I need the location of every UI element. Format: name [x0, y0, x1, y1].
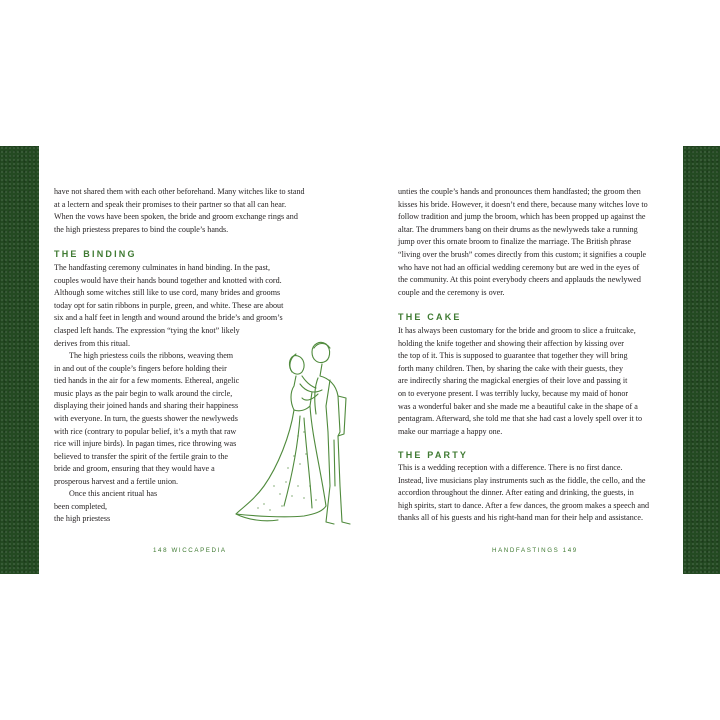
text-line: altar. The drummers bang on their drums as the newlyweds take a running	[398, 224, 638, 234]
book-spread	[0, 146, 720, 574]
party-heading: THE PARTY	[398, 450, 469, 460]
text-line: with rice (contrary to popular belief, it’s a myth that raw	[54, 426, 237, 436]
text-line: the high priestess prepares to bind the couple’s hands.	[54, 224, 229, 234]
text-line: bride and groom, ensuring that they would have a	[54, 464, 215, 474]
text-line: believed to transfer the spirit of the fertile grain to the	[54, 451, 228, 461]
right-page	[361, 146, 683, 574]
text-line: thanks all of his guests and his right-hand man for their help and assistance.	[398, 513, 644, 523]
intro-paragraph	[54, 186, 305, 236]
text-line: six and a half feet in length and wound around the bride’s and groom’s	[54, 313, 283, 323]
text-line: kisses his bride. However, it doesn’t end there, because many witches love to	[398, 199, 648, 209]
text-line: at a lectern and speak their promises to their partner so that all can hear.	[54, 199, 287, 209]
right-page-folio: HANDFASTINGS 149	[492, 547, 578, 554]
text-line: displaying their joined hands and sharing their happiness	[54, 401, 239, 411]
text-line: jump over this ornate broom to finalize the marriage. The British phrase	[398, 237, 632, 247]
text-line: the community. At this point everybody cheers and applauds the newlywed	[398, 275, 641, 285]
text-line: It has always been customary for the bride and groom to slice a fruitcake,	[398, 326, 636, 335]
text-line: The handfasting ceremony culminates in hand binding. In the past,	[54, 263, 271, 272]
completion-paragraph	[54, 488, 157, 526]
text-line: The high priestess coils the ribbons, weaving them	[69, 351, 234, 360]
right-page-edge	[683, 146, 720, 574]
text-line: “living over the brush” comes directly from this custom; it signifies a couple	[398, 249, 647, 259]
text-line: in and out of the couple’s fingers before holding their	[54, 363, 227, 373]
text-line: Once this ancient ritual has	[69, 489, 158, 498]
text-line: pentagram. Afterward, she told me that she had cast a lovely spell over it to	[398, 414, 643, 424]
text-line: accordion throughout the dinner. After eating and drinking, the guests, in	[398, 488, 634, 498]
text-line: couple and the ceremony is over.	[398, 287, 505, 297]
text-line: This is a wedding reception with a difference. There is no first dance.	[398, 463, 623, 472]
left-page	[39, 146, 361, 574]
text-line: forth many children. Then, by sharing the cake with their guests, they	[398, 363, 624, 373]
party-paragraph	[398, 462, 649, 525]
text-line: unties the couple’s hands and pronounces them handfasted; the groom then	[398, 187, 641, 196]
cake-paragraph	[398, 325, 642, 438]
text-line: the top of it. This is supposed to guarantee that together they will bring	[398, 351, 628, 361]
text-line: high spirits, start to dance. After a few dances, the groom makes a speech and	[398, 500, 650, 510]
text-line: Although some witches still like to use cord, many brides and grooms	[54, 288, 281, 298]
left-page-edge	[0, 146, 39, 574]
left-page-folio: 148 WICCAPEDIA	[153, 547, 227, 554]
text-line: Instead, live musicians play instruments such as the fiddle, the cello, and the	[398, 475, 646, 485]
text-line: derives from this ritual.	[54, 338, 130, 348]
text-line: with everyone. In turn, the guests shower the newlyweds	[54, 413, 238, 423]
cake-heading: THE CAKE	[398, 312, 462, 322]
text-line: music plays as the pair begin to walk around the circle,	[54, 388, 233, 398]
ribbons-paragraph	[54, 350, 239, 489]
text-line: holding the knife together and showing their affection by kissing over	[398, 338, 624, 348]
text-line: prosperous harvest and a fertile union.	[54, 476, 179, 486]
text-line: couples would have their hands bound together and knotted with cord.	[54, 275, 282, 285]
text-line: clasped left hands. The expression “tying the knot” likely	[54, 325, 240, 335]
broom-paragraph	[398, 186, 648, 299]
text-line: tied hands in the air for a few moments. Ethereal, angelic	[54, 376, 240, 386]
text-line: are indirectly sharing the magickal energies of their love and passing it	[398, 376, 628, 386]
text-line: today opt for satin ribbons in purple, green, and white. These are about	[54, 300, 284, 310]
text-line: When the vows have been spoken, the bride and groom exchange rings and	[54, 212, 298, 222]
text-line: follow tradition and jump the broom, which has been propped up against the	[398, 212, 646, 222]
text-line: rice will injure birds). In pagan times, rice throwing was	[54, 439, 237, 449]
text-line: been completed,	[54, 501, 108, 511]
text-line: have not shared them with each other beforehand. Many witches like to stand	[54, 187, 305, 196]
text-line: make our marriage a happy one.	[398, 426, 503, 436]
text-line: the high priestess	[54, 514, 111, 524]
text-line: who have not had an official wedding ceremony but are wed in the eyes of	[398, 262, 640, 272]
text-line: on to everyone present. I was terribly lucky, because my maid of honor	[398, 388, 629, 398]
bride-and-groom-line-drawing-icon	[234, 336, 366, 526]
binding-heading: THE BINDING	[54, 249, 137, 259]
text-line: was a wonderful baker and she made me a beautiful cake in the shape of a	[398, 401, 638, 411]
